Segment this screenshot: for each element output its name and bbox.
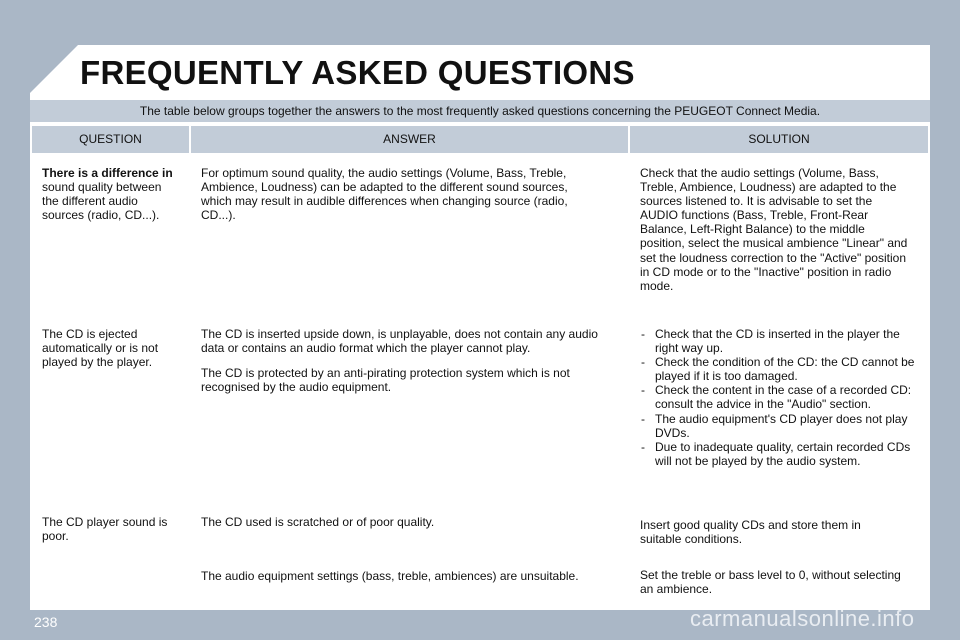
row3-question-text: The CD player sound is poor. — [42, 515, 168, 544]
row2-question-cell — [32, 316, 189, 500]
list-item: - Due to inadequate quality, certain recorded CDs will not be played by the audio system. — [640, 440, 916, 468]
row3-question-cell — [32, 504, 189, 608]
row1-answer-cell — [191, 155, 628, 312]
row3a-answer-cell — [191, 504, 628, 554]
row2-question-text: The CD is ejected automatically or is not played by the player. — [42, 327, 159, 370]
row3a-answer-text: The CD used is scratched or of poor quality. — [201, 515, 435, 529]
row1-answer-text: For optimum sound quality, the audio settings (Volume, Bass, Treble, Ambience, Loudness) can be adapted to the different sound sources, which may result in audible differences when changing source (radio, CD...). — [201, 166, 568, 223]
row3a-solution-text: Insert good quality CDs and store them in suitable conditions. — [640, 518, 861, 547]
intro-text: The table below groups together the answers to the most frequently asked questions concerning the PEUGEOT Connect Media. — [30, 100, 930, 122]
row3a-solution-cell — [630, 504, 928, 554]
row2-solution-cell — [630, 316, 928, 500]
row3b-solution-cell — [630, 558, 928, 608]
row2-solution-list — [640, 327, 916, 468]
header-answer: ANSWER — [191, 126, 628, 153]
row2-answer-text-2: The CD is protected by an anti-pirating protection system which is not recognised by the audio equipment. — [201, 366, 570, 395]
row3b-answer-text: The audio equipment settings (bass, treble, ambiences) are unsuitable. — [201, 569, 579, 583]
list-item: - The audio equipment's CD player does not play DVDs. — [640, 412, 916, 440]
row3b-solution-text: Set the treble or bass level to 0, without selecting an ambience. — [640, 568, 901, 597]
row1-question-cell — [32, 155, 189, 312]
header-question: QUESTION — [32, 126, 189, 153]
row2-answer-cell — [191, 316, 628, 500]
row1-question-lead: There is a difference in — [42, 166, 173, 180]
row2-answer-text-1: The CD is inserted upside down, is unplayable, does not contain any audio data or contains an audio format which the player cannot play. — [201, 327, 598, 356]
list-item: - Check that the CD is inserted in the player the right way up. — [640, 327, 916, 355]
row1-solution-text: Check that the audio settings (Volume, Bass, Treble, Ambience, Loudness) are adapted to the sources listened to. It is advisable to set the AUDIO functions (Bass, Treble, Front-Rear Balance, Left-Right Balance) to the middle position, select the musical ambience "Linear" and set the loudness correction to the "Active" position in CD mode or to the "Inactive" position in radio mode. — [640, 166, 908, 293]
list-item: - Check the condition of the CD: the CD cannot be played if it is too damaged. — [640, 355, 916, 383]
watermark: carmanualsonline.info — [690, 606, 915, 631]
list-item: - Check the content in the case of a recorded CD: consult the advice in the "Audio" section. — [640, 383, 916, 411]
page-number: 238 — [34, 614, 58, 630]
header-solution: SOLUTION — [630, 126, 928, 153]
row3b-answer-cell — [191, 558, 628, 608]
row1-question-rest: sound quality between the different audio sources (radio, CD...). — [42, 180, 162, 223]
row1-solution-cell — [630, 155, 928, 312]
page-title: FREQUENTLY ASKED QUESTIONS — [80, 54, 635, 91]
